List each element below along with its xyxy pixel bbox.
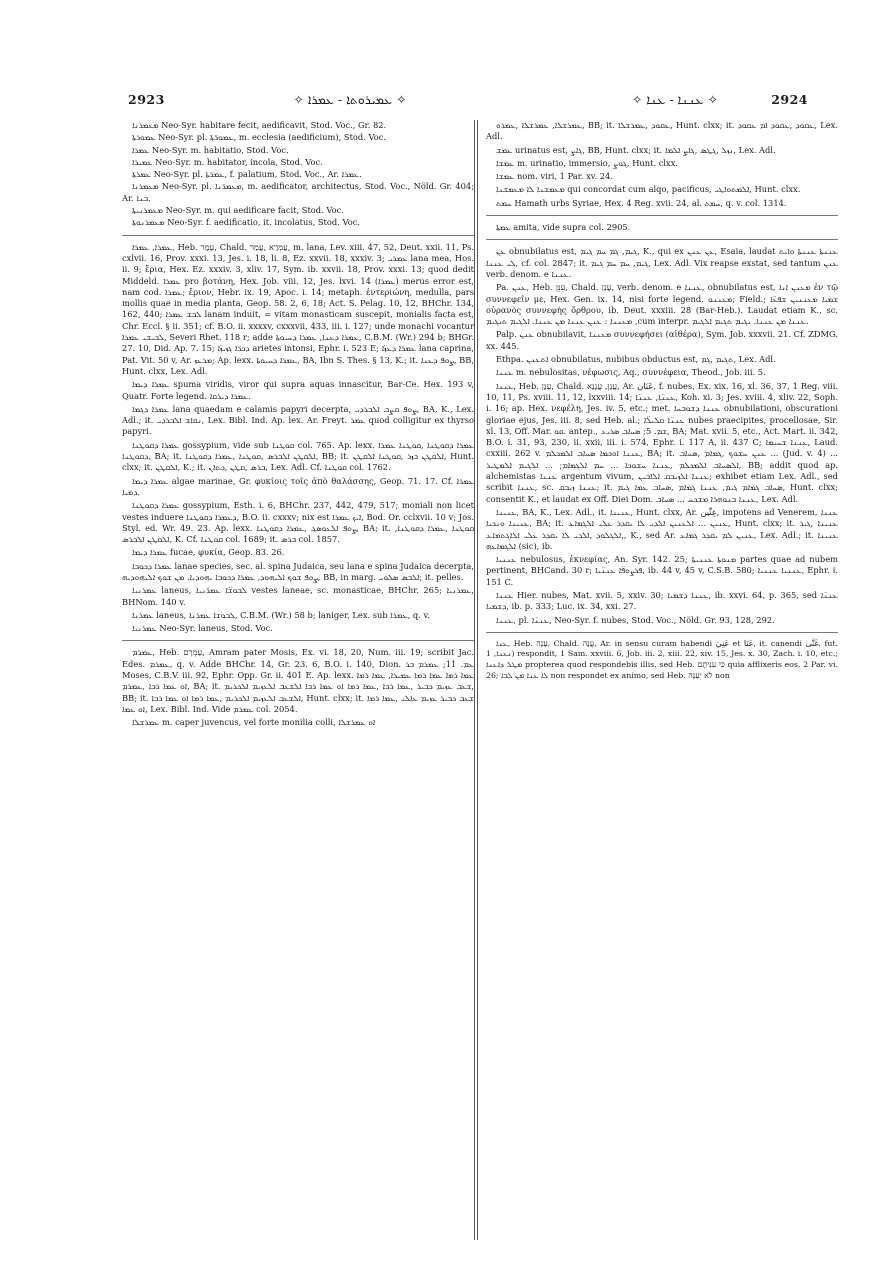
dictionary-entry: ܥܡܫܐ nom. viri, 1 Par. xv. 24. bbox=[496, 171, 613, 182]
dictionary-entry: ܡܥܡܪܢܐ Neo-Syr. habitare fecit, aedificavit, Stod. Voc., Gr. 82. bbox=[132, 120, 387, 130]
dictionary-entry: ܥܡܪܐ ܕܩܘܛܢܐ gossypium, Esth. i. 6, BHChr. 237, 442, 479, 517; moniali non licet vestes induere ܕܥܡܪܐ ܕܩܘܛܢܐ, B.O. ii. cxxxv; nix est ܐܝܟ ܥܡܪܐ, Bod. Or. cclxvii. 10 v; Jos. Styl. ed. Wr. 49. 23. Ap. lexx. ܨܘܦ ܐܠܥܘܣܓ ,ܥܡܪܐ ܕܩܘܛܢܐ, BA; it. ܩܘܛܢܐ ,ܥܡܪܐ ܕܩܘܛܢܐ, ܐܠܩܛܢ ܐܠܒܪܣ, K. Cf. ܩܘܛܢܐ col. 1689; it. ܒܪܣ col. 1857. bbox=[122, 500, 475, 545]
entry-separator bbox=[122, 235, 474, 236]
dictionary-entry: ܥܡܪܐ ܕܩܘܛܢܐ gossypium, vide sub ܩܘܛܢܐ col. 765. Ap. lexx. ܥܡܪܐ ܕܩܘܛܢܐ ,ܩܘܛܢܐ ܥܡܪܐ ܕܩܘܛܢܐ, BA; it. ܐܠܩܛܢ ܐܠܒܪܣ ,ܩܘܛܢܐ ,ܥܡܪܐ ܕܩܘܛܢܐ, BB; it. ܐܠܩܛܢ ܒܙܪ ,ܩܘܛܢܐ ܐܠܩܛܢ, Hunt. clxx; it. ܐܠܩܛܢ, K.; it. ܒܪܣ ,ܩܛܢ ,ܟܬܐܢ, Lex. Adl. Cf. ܩܘܛܢܐ col. 1762. bbox=[122, 439, 475, 473]
dictionary-entry: ܡܥܡܪܢܐ Neo-Syr. pl. ܡܥܡܪ̈ܢܐ, m. aedificator, architectus, Stod. Voc., Nöld. Gr. 404; Ar. ܒܢܐ. bbox=[122, 181, 474, 203]
dictionary-entry: ܥܢ obnubilatus est, ܓܝܡ, ܓܡ ܚܡ ܓܝܡ, K., qui ex ܥܢ ܥܢܢ, Esaia, laudat ܥܢܢܬܐ ܥܢܢܬܐ ܘܐܝܬ ܠܝ ܥܢܢܐ, cf. col. 2847; it. ܓܝܡ, ܚܡ ܚܡ ܓܝܡ, Lex. Adl. Vix reapse exstat, sed tantum ܥܢܢ verb. denom. e ܥܢܢܐ. bbox=[486, 246, 839, 279]
dictionary-entry: Palp. ܥܢܢ obnubilavit, ܡܥܢܢܐ συννεφήσει (αἰθέρα), Sym. Job. xxxvii. 21. Cf. ZDMG. xx. 445. bbox=[486, 329, 838, 351]
column-divider-inner bbox=[477, 120, 478, 1240]
dictionary-entry: Pa. ܥܢܢ, Heb. עִנֵּן, Chald. עֲנַן, verb. denom. e ܥܢܢܐ, obnubilatus est, ܡܥܢܢ ܐܢܐ ἐν τῷ συννεφεῖν με, Hex. Gen. ix. 14, nisi forte legend. ܡܥܢܢܘ; Field.; ܫܡܝܐ ܡܥܢܢܝܢ ܫܦܥ̈ܐ οὐρανὸς συννεφὴς ὄρθρου, ib. Deut. xxxiii. 28 (Bar-Heb.). Laudat etiam K., sc. ܡܥܢܢܐ : ܥܢܢ ܥܢܢܐ ܡܢ ܥܢܢܐ. ܐܠܓܝܡ ܬܝܓܝܡ ,cum interpr. ܥܢܢܐ ܡܢ ܥܢܢܐ. ܝܓܝܡ ܬܓܝܡ ܐܠܓܝܡ. bbox=[486, 282, 838, 327]
dictionary-entry: ܥܡܫ urinatus est, ܓܐܨ, BB, Hunt. clxx; it. ܢܙܠ ,ܓܛܣ ,ܓܐܨ ܐܠܡܐ, Lex. Adl. bbox=[496, 144, 776, 155]
dictionary-entry: ܥܡܫܐ m. urinatio, immersio, ܓܘܨ, Hunt. clxx. bbox=[496, 157, 679, 168]
running-head-left: ✧ ܥܡܝܪܘܬܐ - ܥܡܪܐ ✧ bbox=[293, 92, 407, 107]
entry-separator bbox=[122, 640, 474, 641]
dictionary-entry: ܥܡܬܐ amita, vide supra col. 2905. bbox=[496, 222, 631, 233]
dictionary-entry: ܥܢܢܐ, Heb. עָנָן, Chald. עֲנַן, עֲנָנָא, Ar. عَنَان, f. nubes, Ex. xix. 16, xl. 36, 37, 1 Reg. viii. 10, 11, Ps. xviii. 11, 12, lxxviii. 14; ܥܢܢ̈ܐ, ܥܢܢ̈ܐ, Koh. xi. 3; Jes. xviii. 4, xliv. 22, Soph. i. 16; ap. Hex. νεφέλη, Jes. iv. 5, etc.; met. ܥܢܢܐ ܕܫܘܒܚܐ obnubilationi, obscurationi gloriae ejus, Jes. iii. 8, sed Heb. al.; ܥܢܢ̈ܐ ܩܠܝܠ̈ܐ nubes praecipites, procellosae, Sir. xl. 13, Off. Mar. ܩܘ. antep., ܫܡ. 5; ܣܚܐܒ ܣܪܝܥ, BA; Mat. xvii. 5, etc., Act. Mart. ii. 342, B.O. i. 31, 93, 230, ii. xxii, iii. i. 574, Ephr. i. 117 A, ii. 437 C; ܥܢܢܐ ܫܚܝܡܐ, Laud. cxxiii. 262 v. ܥܢܢܐ ܐܘܟܡܐ ܣܚܐܒ ܐܠܡܟܠܡ, BA; it. ܥܢܢ ܚܫܘܟ ,ܓܡܐܡ ,ܣܚܐܒ ... (Jud. v. 4) ... ܐܠܣܚܐܒ ܐܠܡܟܠܡ ,ܥܢܢܐ ܚܫܘܟܐ ... ܚܡ ܐܠܓܡܐܡ; ... ܐܠܓܝܡ ܐܠܡܛܝܪ, BB; addit quod ap. alchemistas ܥܢܢܐ argentum vivum, ܥܢܢܐ ܐܠܙܝܒܩ ܐܠܐܒܝܢ; exhibet etiam Lex. Adl., sed scribit ܥܢܢܐ, sc. ܥܢܢܐ ܙܝܒܩ; it. ܣܚܐܒ ܓܡܐܡ ܓܝܡ, ܥܢܢܐ ܓܡܐܡ ,ܣܚܐܒ ܥܡܐ ܓܝܡ, Hunt. clxx; consentit K., et laudat ex Off. Diei Dom. ܥܢܢܐ ܒܢܘܗܪܐ ܡܫܟܚ ... ܣܚܐܒ, Lex. Adl. bbox=[486, 380, 839, 504]
dictionary-entry: ܥܡܪܐ Neo-Syr. m. habitatio, Stod. Voc. bbox=[132, 144, 289, 155]
dictionary-entry: ܥܡܝܪܐ Neo-Syr. m. habitator, incola, Stod. Voc. bbox=[132, 156, 323, 167]
dictionary-entry: ܡܥܡܫܢܐ ܠܐ ܡܥܡܫܢܐ qui concordat cum alqo, pacificus, ܐܠܡܬܘܐܛܝ, Hunt. clxx. bbox=[496, 184, 801, 195]
running-head-right: ✧ ܥܢܢܐ - ܥܢܐ ✧ bbox=[631, 92, 719, 107]
dictionary-entry: ܥܡܪܫܠܐ m. caper juvencus, vel forte monilia colli, ܐܘ ܥܡܪܫܠܐ bbox=[132, 717, 376, 728]
dictionary-entry: ܥܡܪܐ ܕܝܡܐ spuma viridis, viror qui supra aquas innascitur, Bar-Ce. Hex. 193 v, Quatr. Forte legend. ܥܡܪܐ ܕܝܪܩܐ. bbox=[122, 379, 474, 401]
right-column bbox=[486, 120, 838, 683]
dictionary-entry: ܥܢܐ, Heb. עָנָה, Chald. עֲנָה, Ar. in sensu curam habendi عَنِيَ et عَنَا, it. canendi غَنَّى, fut. ܢܥܢܐ, 1) respondit, 1 Sam. xxviii. 6, Job. iii. 2, xiii. 22, xiv. 15, Jes. x. 30, Zach. i. 10, etc.; ܡܛܠ ܕܐܥܢܐ propterea quod respondebis illis, sed Heb. כִּי עִנִּיתָם quia afflixeris eos, 2 Par. vi. 26; ܠܐ ܥܢܐ ܡܢ ܠܒܐ non respondet ex animo, sed Heb. לֹא יְעַנֶּה non bbox=[486, 638, 839, 680]
dictionary-entry: ܚܡܬ Hamath urbs Syriae, Hex. 4 Reg. xvii. 24, al. ܚܡܬ, q. v. col. 1314. bbox=[496, 197, 787, 208]
dictionary-entry: ܥܡܪܐ ܕܝܡܐ fucae, φυκία, Geop. 83. 26. bbox=[132, 547, 285, 558]
dictionary-entry: ܥܡܪܐ ܕܝܡܐ algae marinae, Gr. φυκίοις τοῖς ἀπὸ θαλάσσης, Geop. 71. 17. Cf. ܥܡܪܐ ܕܡܝܐ. bbox=[122, 475, 474, 497]
dictionary-entry: ܥܢܢܐ, pl. ܥܢܢ̈ܐ, Neo-Syr. f. nubes, Stod. Voc., Nöld. Gr. 93, 128, 292. bbox=[496, 614, 775, 625]
dictionary-entry: ܥܡܪܡ, Heb. עַמְרָם, Amram pater Mosis, Ex. vi. 18, 20, Num. iii. 19; scribit Jac. Edes. ܥܡܪܡ, q. v. Adde BHChr. 14, Gr. 23. 6, B.O. i. 140, Dion. ܥܡ. 11; ܥܡܪܡ ܒܪ Moses, C.B.V. iii. 92, Ephr. Opp. Gr. ii. 401 E. Ap. lexx. ܥܡܐ ܪܡܐ ܥܡܐ ܪܡܐ ܥܡܝܪܐ, ܥܡܐ ܪܡܐ ܐܘ ܥܡܐ ܪܒܐ ,ܥܡܪܡ, BA; it. ܫܥܒ ܥܙܝܡ ܟܒܝܪ ,ܥܡܐ ܪܒܐ ,ܥܡܐ ܪܡܐ ܐܘ ܥܡܐ ܪܒܐ ܐܠܫܥܒ ܐܠܥܙܝܡ ܐܠܟܪܝܡ, BB; it. ܐܠܫܥܒ ܐܠܥܙܝܡ ܐܠܟܪܝܡ ,ܥܡܐ ܪܡܐ ܐܘ ܥܡܐ ܪܒܐ, Hunt. clxx; it. ܫܥܒ ܟܒܝܪ ܥܙܝܡ ܥܐܠܝ ,ܥܡܐ ܪܡܐ ܐܘ ܥܡܐ, Lex. Bibl. Ind. Vide ܥܡܪܡ col. 2054. bbox=[122, 647, 475, 714]
entry-separator bbox=[486, 632, 838, 633]
dictionary-entry: ܥܢܝܢܐ, BA, K., Lex. Adl., it. ܥܢܝܢܐ, Hunt. clxx, Ar. عِنِّين, impotens ad Venerem, ܥܢܢܐ ܥܢܝܢܐ ܘܢܟܝܐ, BA; it. ܥܢܝܢ ... ܐܠܥܢܝܢ ܐܠܕܝ ܠܐ ܝܩܕܪ ܥܠܝ ܐܠܓܡܐܥ, Hunt. clxx; it. ܥܢܝܢܐ ,ܓܝܪ ,ܐܠܓܠܘܕ ,ܐܠܕܝ ܠܐ ܝܩܕܪ ܥܠܝ ܐܠܐܓܬܡܐܥ, K., sed Ar. ܥܢܝܢ ܠܡ ܝܩܕܪ ܓܡܐܥ, Lex. Adl.; it. ܥܢܝܢܐ ܐܠܓܡܐܥܗ (sic), ib. bbox=[486, 506, 838, 551]
dictionary-entry: ܥܡܪܢܝܐ Neo-Syr. laneus, Stod. Voc. bbox=[132, 623, 273, 634]
dictionary-entry: ܥܡܪܐ ܕܓܡܐ lana quaedam e calamis papyri decerpta, ܨܘܦ ܩܨܒ ܐܠܒܪܕܝ, BA, K., Lex. Adl.; it. ܢܩܐܫ ܐܠܒܪܕܝ, Lex. Bibl. Ind. Ap. lex. Ar. Freyt. ܥܡܪ quod colligitur ex thyrso papyri. bbox=[122, 403, 474, 437]
dictionary-entry: Ethpa. ܐܬܥܢܢ obnubilatus, nubibus obductus est, ܬܓܝܡ ,ܓܡ, Lex. Adl. bbox=[496, 354, 776, 365]
column-divider bbox=[474, 120, 475, 1240]
dictionary-entry: ܥܢܢܐ m. nebulositas, νέφωσις, Aq., συννέφεια, Theod., Job. iii. 5. bbox=[496, 367, 766, 378]
dictionary-entry: ܡܥܡܪܢܘܬܐ Neo-Syr. f. aedificatio, it. incolatus, Stod. Voc. bbox=[132, 217, 360, 228]
page-number-right: 2924 bbox=[771, 92, 808, 107]
entry-separator bbox=[486, 239, 838, 240]
dictionary-entry: ܡܥܡܪܢܝܬܐ Neo-Syr. m. qui aedificare facit, Stod. Voc. bbox=[132, 205, 344, 216]
dictionary-entry: ܥܡܪܬܐ Neo-Syr. pl. ܥܡܪ̈ܬܐ, f. palatium, Stod. Voc., Ar. ܥܡܪܐ. bbox=[132, 169, 362, 180]
entry-separator bbox=[486, 215, 838, 216]
dictionary-entry: ܥܡܪܐ ܕܟܘܒܐ lanae species, sec. al. spina Judaica, seu lana e spina Judaica decerpta, ܨܘܦ ܫܘܟ ܐܠܝܗܘܕ, ܥܡܪܐ ܕܟܘܒܐ ܝܗܘܕܝܐ. ܡܢ ܫܘܟ ܐܠܝܗܘܕܝܗ, BB, in marg. ܐܠܒܣ ܣܠܘܝ; it. pelles. bbox=[122, 560, 474, 582]
left-column bbox=[122, 120, 474, 731]
dictionary-entry: ܥܡܪܫܠܐ, ܥܡܪܫܠܐ ,ܥܡܪܘ, BB; it. ܥܩܘܕ ,ܥܡܪܫܠܐ, Hunt. clxx; it. ܥܩܘܕ ,ܥܩܘܕ ܐܡ ܥܩܘܕ, Lex. Adl. bbox=[486, 120, 838, 142]
page-number-left: 2923 bbox=[128, 92, 165, 107]
dictionary-entry: ܥܡܪܢܐ laneus, ܠܒܘܫܐ ܥܡܪܢܐ, C.B.M. (Wr.) 58 b; laniger, Lex. sub ܥܡܪܐ, q. v. bbox=[132, 609, 430, 620]
dictionary-entry: ܥܢܢܐ Hier. nubes, Mat. xvii. 5, xxiv. 30; ܥܢܢܐ ܕܫܡܝܐ, ib. xxvi. 64, p. 365, sed ܥܢܢ̈ܐ ܕܫܡܝܐ, ib. p. 333; Luc. ix. 34, xxi. 27. bbox=[486, 589, 838, 612]
dictionary-entry: ܥܢܢܝܐ nebulosus, ἐκνεφίας, An. Syr. 142. 25; ܡܢܘܬܐ ܥܢܢܝܬܐ partes quae ad nubem pertinent, BHCand. 30 r; ܦܪܨܘܦ̈ܐ ܥܢܢ̈ܝܐ, ib. 44 v, 45 v, C.S.B. 580; ܥܢܢܝܐ ܥܢܢܝܐ, Ephr. i. 151 C. bbox=[486, 554, 838, 587]
dictionary-entry: ܥܡܘܪܬܐ Neo-Syr. pl. ܥܡܘܪ̈ܬܐ, m. ecclesia (aedificium), Stod. Voc. bbox=[132, 132, 387, 143]
dictionary-entry: ܥܡܪܢܝܐ laneus, ܠܒܘܫ̈ܐ ܥܡܪ̈ܢܝܐ vestes laneae, sc. monasticae, BHChr. 265; ܥܡܪܢܝܐ, BHNom. 140 v. bbox=[122, 585, 474, 607]
dictionary-entry: ܥܡܪܐ, ܥܡܪܐ, Heb. עֶמֶר, Chald. עַמְרָא ,עֲמַר, m. lana, Lev. xiii. 47, 52, Deut. xxii. 11, Ps. cxlvii. 16, Prov. xxxi. 13, Jes. i. 18, li. 8, Ez. xxvii. 18, xxxiv. 3; ܥܡܪܝ lana mea, Hos. ii. 9; ἔρια, Hex. Ez. xxxiv. 3, xliv. 17, Sym. ib. xxvii. 18, Prov. xxxi. 13; quod dedit Middeld. ܥܡܪܐ pro βοτάνη, Hex. Job. viii. 12, Jes. lxvi. 14 (ܥܡܪܐ) merus error est, nam cod. ܥܡܪܐ; ἔριον, Hebr. ix. 19, Apoc. i. 14; metaph. ἐντεριώνη, medulla, pars mollis quae in media planta, Geop. 58. 2, 6, 18; Act. S. Pelag. 10, 12, BHChr. 134, 162, 440; ܠܒܫ ܥܡܪܐ lanam induit, = vitam monasticam suscepit, monialis facta est, Chr. Eccl. § ii. 351; cf. B.O. ii. xxxxv, cxxxvii, 433, iii. i. 127; unde monachi vocantur ܠܒܝܫܝ ܥܡܪܐ, Severi Rhet. 118 r; adde ܥܡܪܐ ܕܥܢܐ, ܥܡܪܐ ܕܚܝܘܬܐ, C.B.M. (Wr.) 294 b; BHGr. 27. 10, Did. Ap. 7. 15; ܕܟܪ̈ܐ ܓܙܝܙ̈ܐ arietes intonsi, Ephr. i. 523 E; ܥܡܪܐ ܕܥܙ̈ܐ lana caprina, Pat. Vit. 50 v, Ar. ܡܪܥܙ; Ap. lexx. ܥܡܪܐ ܕܚܝܘܬܐ, BA, Ibn S. Thes. § 13, K.; it. ܨܘܦ ܕܥܢܐ, BB, Hunt. clxx, Lex. Adl. bbox=[122, 241, 475, 376]
